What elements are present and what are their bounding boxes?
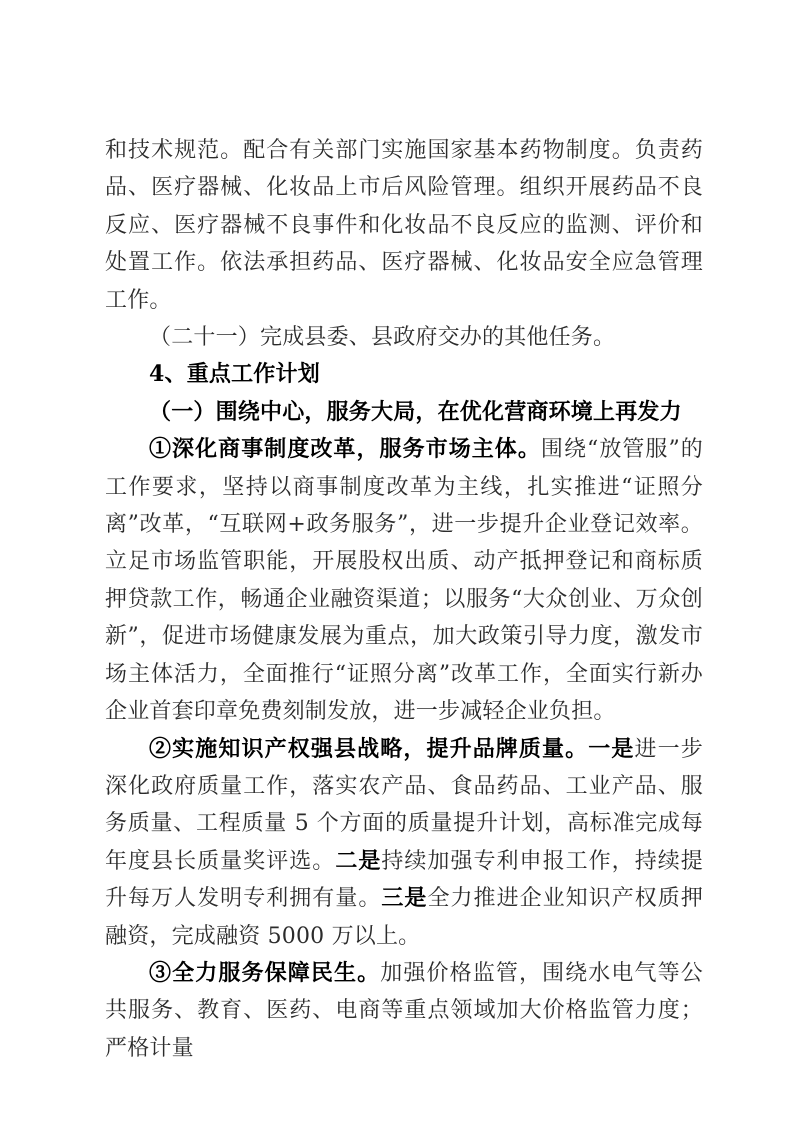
enumerator-yi-shi: 一是 <box>588 735 635 762</box>
body-text-run: 围绕“放管服”的工作要求，坚持以商事制度改革为主线，扎实推进“证照分离”改革，“互联网+政务服务”，进一步提升企业登记效率。立足市场监管职能，开展股权出质、动产抵押登记和商标质押贷款工作，畅通企业融资渠道；以服务“大众创业、万众创新”，促进市场健康发展为重点，加大政策引导力度，激发市场主体活力，全面推行“证照分离”改革工作，全面实行新办企业首套印章免费刻制发放，进一步减轻企业负担。 <box>105 437 703 725</box>
body-text-run: 进一步深化政府质量工作，落实农产品、食品药品、工业产品、服务质量、工程质量 5 个方面的质量提升计划，高标准完成每年度县长质量奖评选。 <box>105 736 703 874</box>
body-text-run: 全力推进企业知识产权质押融资，完成融资 5000 万以上。 <box>105 886 704 949</box>
heading-section-4 <box>105 356 703 393</box>
run-in-heading-text: ①深化商事制度改革，服务市场主体。 <box>149 436 541 463</box>
paragraph-continuation-duties <box>105 132 703 319</box>
heading-sub-1 <box>105 394 703 431</box>
body-text-run: （二十一）完成县委、县政府交办的其他任务。 <box>149 325 616 351</box>
run-in-heading-text: ②实施知识产权强县战略，提升品牌质量。 <box>149 735 589 762</box>
enumerator-san-shi: 三是 <box>381 885 428 912</box>
body-text-run: 和技术规范。配合有关部门实施国家基本药物制度。负责药品、医疗器械、化妆品上市后风险管理。组织开展药品不良反应、医疗器械不良事件和化妆品不良反应的监测、评价和处置工作。依法承担药品、医疗器械、化妆品安全应急管理工作。 <box>105 138 703 313</box>
subsection-heading-text: （一）围绕中心，服务大局，在优化营商环境上再发力 <box>149 398 682 425</box>
document-body <box>105 132 703 1067</box>
section-heading-text: 4、重点工作计划 <box>149 361 320 388</box>
paragraph-point-2 <box>105 731 703 955</box>
run-in-heading-text: ③全力服务保障民生。 <box>149 959 381 986</box>
paragraph-point-3 <box>105 955 703 1067</box>
paragraph-item-21 <box>105 319 703 356</box>
paragraph-point-1 <box>105 431 703 730</box>
body-text-run: 持续加强专利申报工作，持续提升每万人发明专利拥有量。 <box>105 848 703 912</box>
enumerator-er-shi: 二是 <box>335 847 382 874</box>
body-text-run: 加强价格监管，围绕水电气等公共服务、教育、医药、电商等重点领域加大价格监管力度；严格计量 <box>105 960 703 1061</box>
